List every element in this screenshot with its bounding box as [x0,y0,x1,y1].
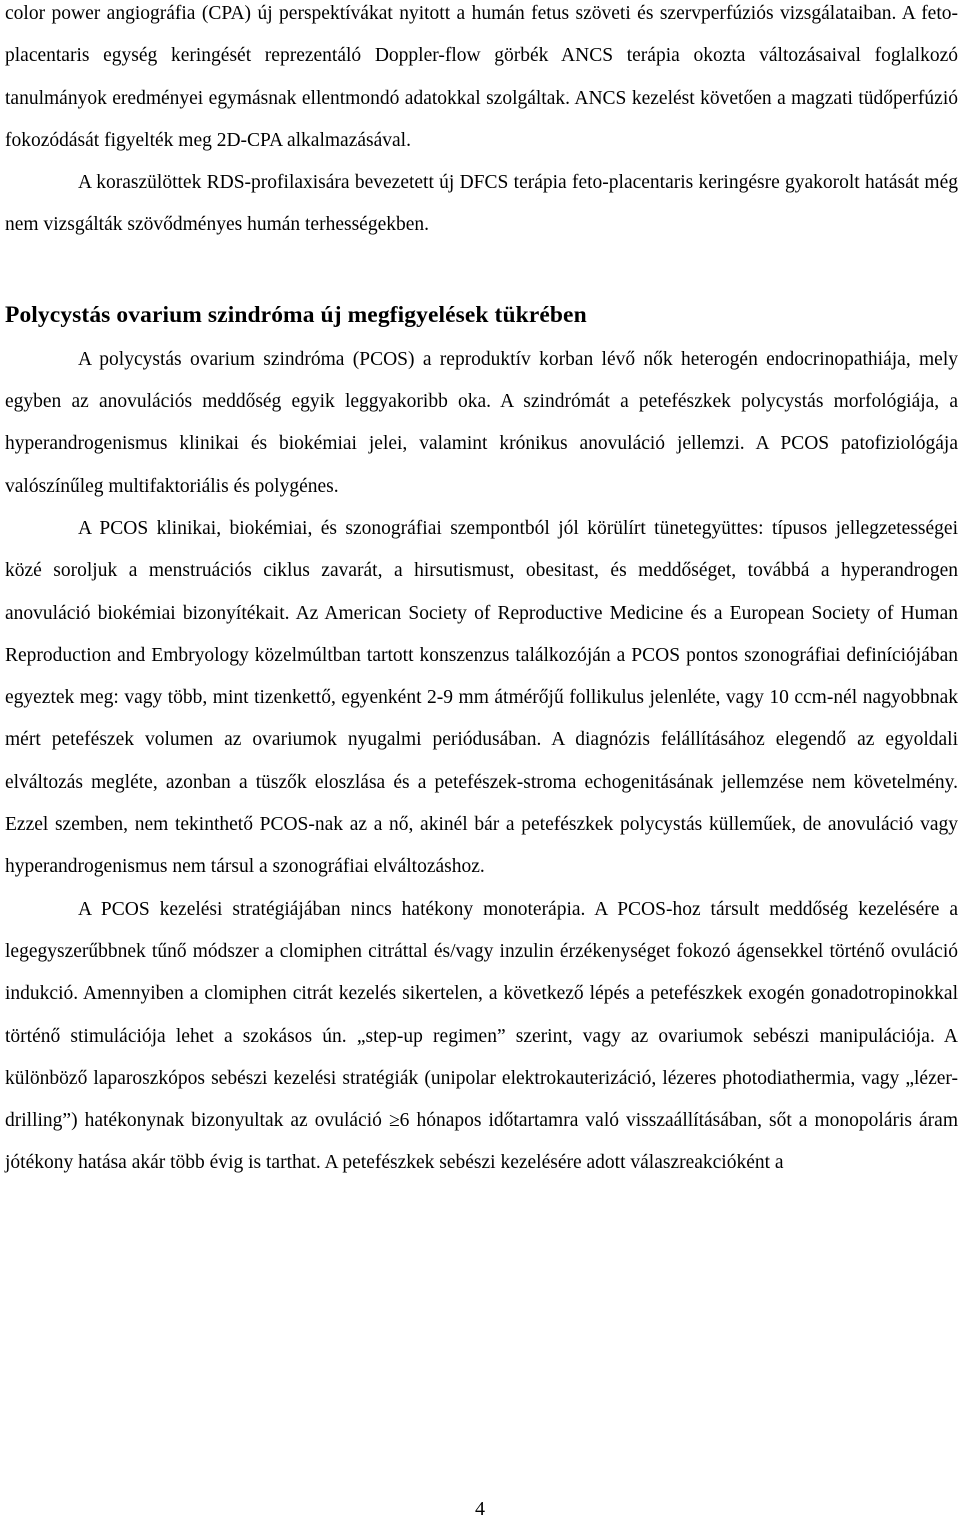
section-heading: Polycystás ovarium szindróma új megfigyelések tükrében [5,301,587,328]
page-number: 4 [475,1498,485,1520]
section-paragraph-1: A polycystás ovarium szindróma (PCOS) a reproduktív korban lévő nők heterogén endocrinopathiája, mely egyben az anovulációs meddőség egyik leggyakoribb oka. A szindrómát a petefészkek polycystás morfológiája, a hyperandrogenismus klinikai és biokémiai jelei, valamint krónikus anovuláció jellemzi. A PCOS patofiziológája valószínűleg multifaktoriális és polygénes. [5,348,958,497]
intro-paragraph: A koraszülöttek RDS-profilaxisára bevezetett új DFCS terápia feto-placentaris keringésre gyakorolt hatását még nem vizsgálták szövődményes humán terhességekben. [5,172,958,236]
section-paragraph-2: A PCOS klinikai, biokémiai, és szonográfiai szempontból jól körülírt tünetegyüttes: típusos jellegzetességei közé soroljuk a menstruációs ciklus zavarát, a hirsutismust, obesitast, és meddőséget, továbbá a hyperandrogen anovuláció biokémiai bizonyítékait. Az American Society of Reproductive Medicine és a European Society of Human Reproduction and Embryology közelmúltban tartott konszenzus találkozóján a PCOS pontos szonográfiai definíciójában egyeztek meg: vagy több, mint tizenkettő, egyenként 2-9 mm átmérőjű follikulus jelenléte, vagy 10 ccm-nél nagyobbnak mért petefészek volumen az ovariumok nyugalmi periódusában. A diagnózis felállításához elegendő az egyoldali elváltozás megléte, azonban a tüszők eloszlása és a petefészek-stroma echogenitásának jellemzése nem követelmény. Ezzel szemben, nem tekinthető PCOS-nak az a nő, akinél bár a petefészkek polycystás külleműek, de anovuláció vagy hyperandrogenismus nem társul a szonográfiai elváltozáshoz. [5,517,958,878]
section-paragraph-3: A PCOS kezelési stratégiájában nincs hatékony monoterápia. A PCOS-hoz társult meddőség kezelésére a legegyszerűbbnek tűnő módszer a clomiphen citráttal és/vagy inzulin érzékenységet fokozó ágensekkel történő ovuláció indukció. Amennyiben a clomiphen citrát kezelés sikertelen, a következő lépés a petefészkek exogén gonadotropinokkal történő stimulációja lehet a szokásos ún. „step-up regimen” szerint, vagy az ovariumok sebészi manipulációja. A különböző laparoszkópos sebészi kezelési stratégiák (unipolar elektrokauterizáció, lézeres photodiathermia, vagy „lézer-drilling”) hatékonynak bizonyultak az ovuláció ≥6 hónapos időtartamra való visszaállításában, sőt a monopoláris áram jótékony hatása akár több évig is tarthat. A petefészkek sebészi kezelésére adott válaszreakcióként a [5,898,958,1174]
section-body [5,339,958,1185]
intro-paragraph-fragment: color power angiográfia (CPA) új perspektívákat nyitott a humán fetus szöveti és szervperfúziós vizsgálataiban. A feto-placentaris egység keringését reprezentáló Doppler-flow görbék ANCS terápia okozta változásaival foglalkozó tanulmányok eredményei egymásnak ellentmondó adatokkal szolgáltak. ANCS kezelést követően a magzati tüdőperfúzió fokozódását figyelték meg 2D-CPA alkalmazásával. [5,3,958,151]
document-page [5,0,958,1185]
